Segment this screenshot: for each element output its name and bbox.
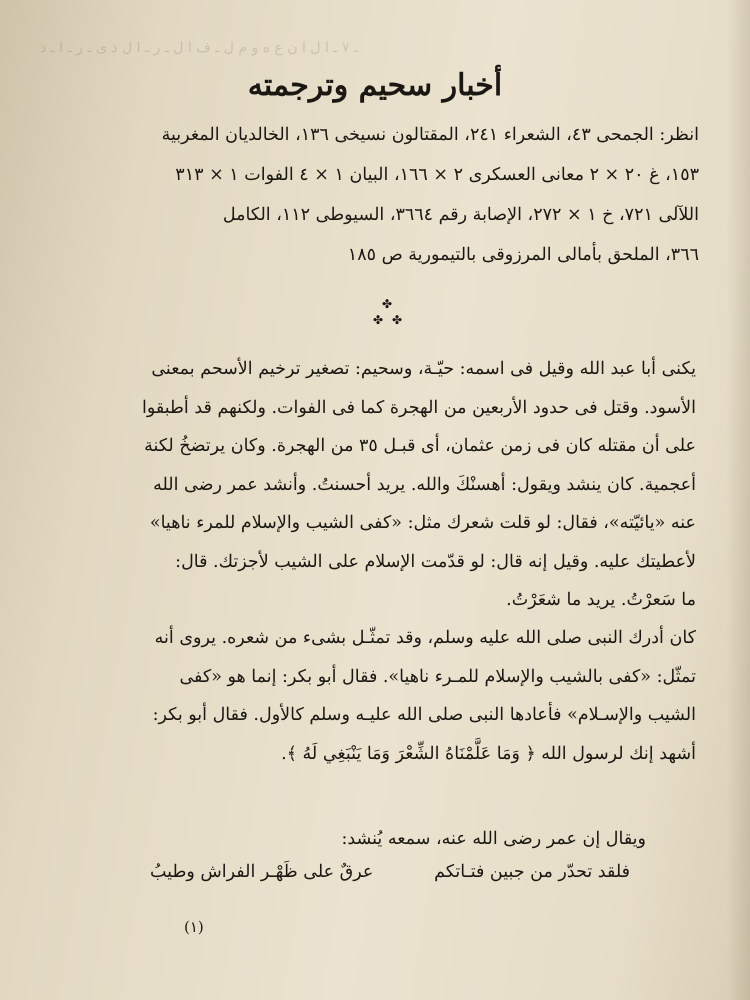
ornament-mark-right: ✤ — [392, 313, 403, 327]
ornament-mark-left: ✤ — [373, 313, 384, 327]
verse-second-hemistich: عرقٌ على ظَهْـر الفراش وطيبُ — [150, 862, 374, 882]
page-number: (١) — [184, 918, 204, 936]
text-line: أشهد إنك لرسول الله ﴿ وَمَا عَلَّمْنَاهُ الشِّعْرَ وَمَا يَنْبَغِي لَهُ ﴾. — [281, 743, 696, 764]
reference-line: ٣٦٦، الملحق بأمالى المرزوقى بالتيمورية ص ١٨٥ — [347, 245, 699, 265]
text-line: الشيب والإسـلام» فأعادها النبى صلى الله عليـه وسلم كالأول. فقال أبو بكر: — [152, 705, 696, 725]
ornament-mark-top: ✤ — [382, 297, 393, 311]
paragraph-prophet — [46, 619, 696, 773]
text-line: كان أدرك النبى صلى الله عليه وسلم، وقد تمثّـل بشىء من شعره. يروى أنه — [154, 628, 696, 648]
section-ornament — [373, 298, 403, 334]
text-line: الأسود. وقتل فى حدود الأربعين من الهجرة كما فى الفوات. ولكنهم قد أطبقوا — [141, 397, 696, 418]
reference-line: انظر: الجمحى ٤٣، الشعراء ٢٤١، المقتالون نسيخى ١٣٦، الخالديان المغربية — [161, 125, 699, 145]
paragraph-verse-intro — [46, 820, 646, 859]
poem-verse — [150, 862, 630, 902]
text-line: يكنى أبا عبد الله وقيل فى اسمه: حيّـة، وسحيم: تصغير ترخيم الأسحم بمعنى — [151, 359, 696, 379]
text-line: على أن مقتله كان فى زمن عثمان، أى قبـل ٣٥ من الهجرة. وكان يرتضخُ لكنة — [144, 436, 696, 456]
bleed-through-text: ـ ٧ ـ ا ل ا ن ع ه و م ل ـ ف ا ل ـ ر ـ ا ل ذ ى ـ ر ـ ا ـ ذ — [40, 40, 358, 56]
references-block — [44, 115, 699, 275]
text-line: أعجمية. كان ينشد ويقول: أهسنْكَ والله. يريد أحسنتُ. وأنشد عمر رضى الله — [153, 474, 696, 495]
text-line: ما سَعرْتُ. يريد ما شعَرْتُ. — [506, 590, 696, 610]
text-line: ويقال إن عمر رضى الله عنه، سمعه يُنشد: — [341, 829, 646, 849]
text-line: تمثّل: «كفى بالشيب والإسلام للمـرء ناهيا». فقال أبو بكر: إنما هو «كفى — [179, 666, 696, 687]
text-line: لأعطيتك عليه. وقيل إنه قال: لو قدّمت الإسلام على الشيب لأجزتك. قال: — [175, 551, 696, 572]
verse-first-hemistich: فلقد تحدّر من جبين فتـاتكم — [434, 862, 630, 882]
page-title: أخبار سحيم وترجمته — [247, 68, 503, 103]
paragraph-biography — [46, 350, 696, 620]
text-line: عنه «يائيّته»، فقال: لو قلت شعرك مثل: «كفى الشيب والإسلام للمرء ناهيا» — [149, 513, 696, 533]
reference-line: اللآلى ٧٢١، خ ١ × ٢٧٢، الإصابة رقم ٣٦٦٤، السيوطى ١١٢، الكامل — [222, 205, 699, 225]
reference-line: ١٥٣، غ ٢٠ × ٢ معانى العسكرى ٢ × ١٦٦، البيان ١ × ٤ الفوات ١ × ٣١٣ — [175, 165, 699, 185]
